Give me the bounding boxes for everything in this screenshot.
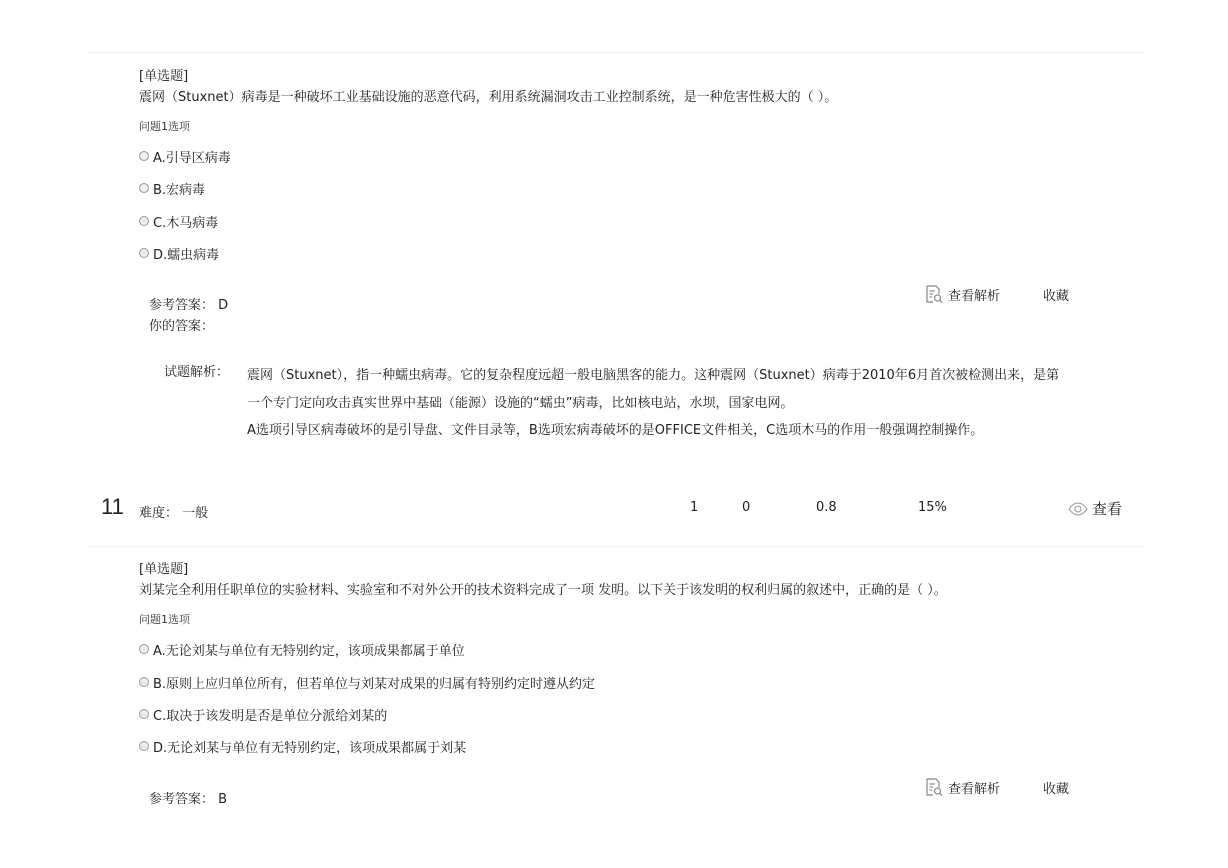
question-text: 刘某完全利用任职单位的实验材料、实验室和不对外公开的技术资料完成了一项 发明。以下关于该发明的权利归属的叙述中，正确的是（ ）。	[139, 583, 947, 598]
options-label: 问题1选项	[139, 613, 190, 626]
radio-icon[interactable]	[139, 151, 149, 161]
view-button[interactable]	[1068, 498, 1122, 519]
radio-icon[interactable]	[139, 709, 149, 719]
view-analysis-label: 查看解析	[948, 288, 1001, 304]
option-b[interactable]	[139, 673, 595, 692]
option-label: B.宏病毒	[153, 183, 206, 198]
radio-icon[interactable]	[139, 644, 149, 654]
radio-icon[interactable]	[139, 677, 149, 687]
collect-button[interactable]: 收藏	[1043, 289, 1070, 304]
option-b[interactable]	[139, 179, 205, 198]
question-type: [单选题]	[139, 562, 189, 577]
question-type: [单选题]	[139, 69, 189, 84]
eye-icon	[1068, 502, 1088, 516]
analysis-label: 试题解析：	[164, 365, 230, 380]
option-label: B.原则上应归单位所有，但若单位与刘某对成果的归属有特别约定时遵从约定	[153, 677, 596, 692]
divider	[88, 546, 1144, 547]
radio-icon[interactable]	[139, 183, 149, 193]
radio-icon[interactable]	[139, 248, 149, 258]
reference-answer: 参考答案： D	[149, 298, 229, 313]
analysis-line: A选项引导区病毒破坏的是引导盘、文件目录等，B选项宏病毒破坏的是OFFICE文件相关，C选项木马的作用一般强调控制操作。	[247, 423, 984, 438]
reference-answer: 参考答案： B	[149, 792, 228, 807]
question-text: 震网（Stuxnet）病毒是一种破坏工业基础设施的恶意代码，利用系统漏洞攻击工业控制系统，是一种危害性极大的（ ）。	[139, 90, 838, 105]
stat-value: 15%	[918, 500, 947, 515]
option-a[interactable]	[139, 147, 231, 166]
option-label: D.无论刘某与单位有无特别约定，该项成果都属于刘某	[153, 741, 467, 756]
option-label: A.无论刘某与单位有无特别约定，该项成果都属于单位	[153, 644, 465, 659]
collect-button[interactable]: 收藏	[1043, 782, 1070, 797]
option-c[interactable]	[139, 212, 218, 231]
analysis-line: 震网（Stuxnet），指一种蠕虫病毒。它的复杂程度远超一般电脑黑客的能力。这种震网（Stuxnet）病毒于2010年6月首次被检测出来，是第	[247, 368, 1060, 383]
question-number: 11	[101, 494, 124, 519]
stat-value: 0.8	[816, 500, 837, 515]
option-c[interactable]	[139, 705, 387, 724]
view-analysis-label: 查看解析	[948, 781, 1001, 797]
divider	[88, 52, 1144, 53]
analysis-line: 一个专门定向攻击真实世界中基础（能源）设施的“蠕虫”病毒，比如核电站，水坝，国家电网。	[247, 396, 794, 411]
analysis-doc-icon	[924, 777, 944, 797]
view-label: 查看	[1092, 500, 1123, 518]
option-label: C.木马病毒	[153, 216, 219, 231]
option-d[interactable]	[139, 737, 466, 756]
analysis-doc-icon	[924, 284, 944, 304]
stat-value: 1	[690, 500, 699, 515]
option-a[interactable]	[139, 640, 465, 659]
option-label: C.取决于该发明是否是单位分派给刘某的	[153, 709, 388, 724]
options-label: 问题1选项	[139, 120, 190, 133]
radio-icon[interactable]	[139, 741, 149, 751]
view-analysis-button[interactable]	[924, 284, 1000, 304]
option-d[interactable]	[139, 244, 219, 263]
your-answer: 你的答案：	[149, 319, 215, 334]
difficulty: 难度： 一般	[139, 506, 209, 521]
view-analysis-button[interactable]	[924, 777, 1000, 797]
option-label: A.引导区病毒	[153, 151, 231, 166]
stat-value: 0	[742, 500, 751, 515]
radio-icon[interactable]	[139, 216, 149, 226]
option-label: D.蠕虫病毒	[153, 248, 220, 263]
